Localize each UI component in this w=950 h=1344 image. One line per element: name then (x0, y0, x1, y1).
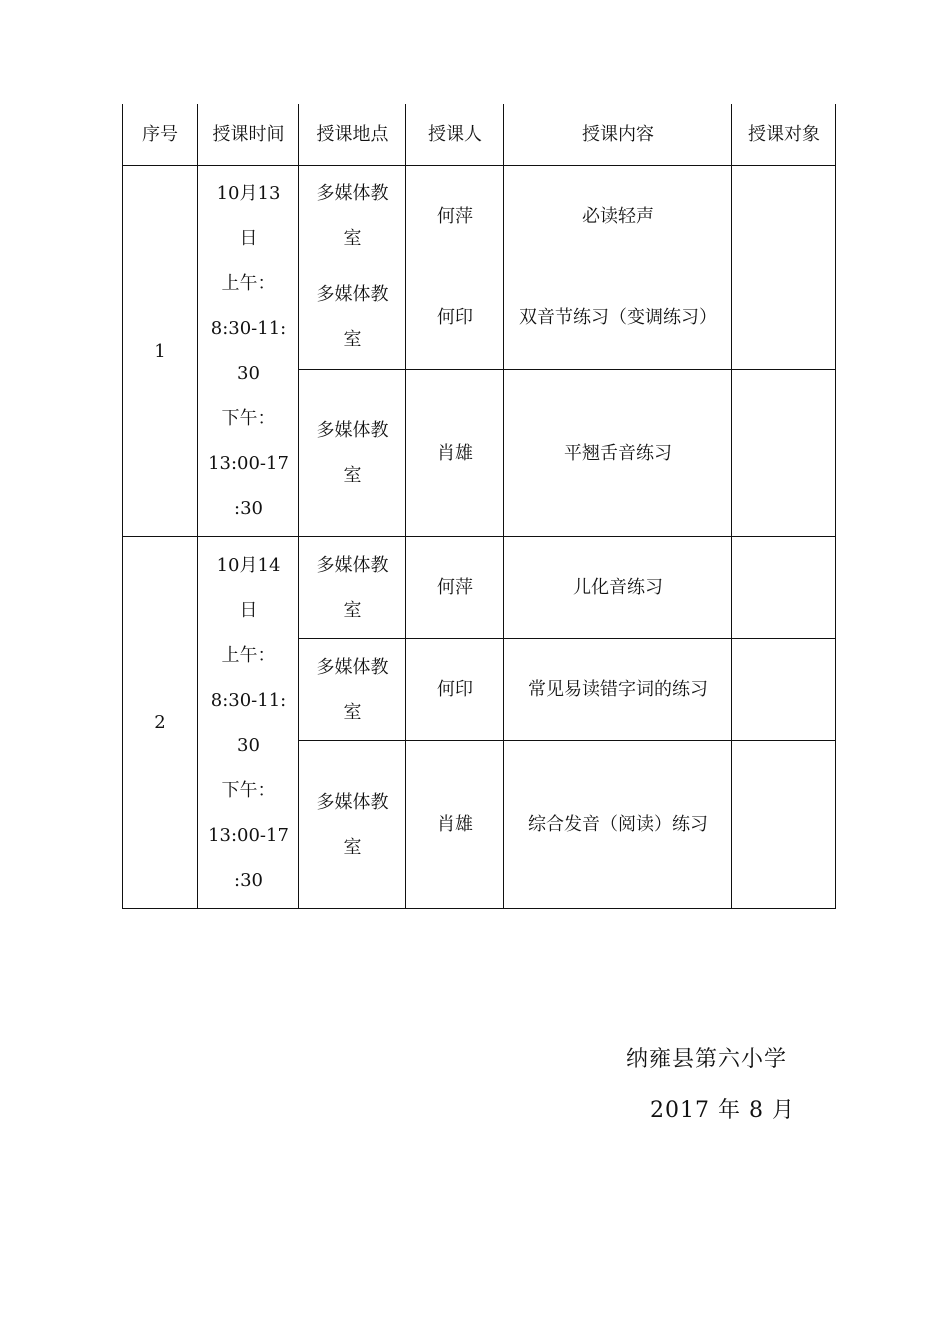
content-cell: 平翘舌音练习 (564, 442, 672, 464)
time-line: 下午： (221, 408, 276, 429)
place-line: 多媒体教 (316, 420, 389, 441)
target-cell (732, 370, 836, 536)
schedule-table (122, 104, 836, 909)
time-line: 30 (237, 734, 260, 756)
place-line: 室 (343, 701, 362, 723)
time-line: 30 (237, 363, 260, 384)
place-line: 室 (343, 836, 362, 858)
time-line: 8:30-11: (210, 689, 287, 711)
place-line: 室 (343, 228, 362, 249)
place-line: 多媒体教 (316, 656, 389, 678)
target-cell (732, 639, 836, 740)
time-line: 上午： (221, 644, 276, 666)
content-cell: 必读轻声 (582, 205, 654, 227)
content-cell: 双音节练习（变调练习） (519, 306, 717, 328)
teacher-cell: 肖雄 (437, 814, 473, 835)
header-target: 授课对象 (748, 124, 820, 145)
group-2-time (198, 537, 299, 908)
teacher-cell: 何萍 (437, 577, 473, 598)
group-2-index: 2 (154, 712, 166, 733)
place-cell (299, 537, 406, 638)
time-line: 下午： (221, 779, 276, 801)
place-cell (299, 370, 406, 536)
place-cell (299, 639, 406, 740)
issue-date: 2017 年 8 月 (650, 1098, 795, 1123)
teacher-cell: 何印 (437, 306, 473, 328)
teacher-cell: 何萍 (437, 205, 473, 227)
place-line: 多媒体教 (316, 791, 389, 813)
header-time: 授课时间 (212, 124, 285, 145)
teacher-cell: 何印 (437, 679, 473, 700)
teacher-cell: 肖雄 (437, 442, 473, 464)
target-cell (732, 537, 836, 638)
school-name: 纳雍县第六小学 (626, 1047, 788, 1072)
time-line: 上午： (221, 273, 276, 294)
time-line: 10月13 (216, 183, 281, 204)
target-cell (732, 170, 836, 262)
content-cell: 儿化音练习 (573, 577, 663, 598)
group-1-time (198, 166, 299, 536)
target-cell (732, 271, 836, 363)
place-line: 多媒体教 (316, 183, 389, 204)
content-cell: 综合发音（阅读）练习 (528, 814, 708, 835)
place-line: 室 (343, 465, 362, 486)
time-line: 10月14 (216, 554, 281, 576)
content-cell: 常见易读错字词的练习 (528, 679, 708, 700)
time-line: 13:00-17 (208, 453, 289, 474)
place-cell (299, 170, 406, 262)
target-cell (732, 741, 836, 908)
place-cell (299, 741, 406, 908)
header-place: 授课地点 (316, 124, 389, 145)
time-line: :30 (234, 498, 263, 519)
time-line: 8:30-11: (210, 318, 287, 339)
header-content: 授课内容 (582, 124, 654, 145)
place-line: 室 (343, 329, 362, 350)
header-index: 序号 (142, 124, 178, 145)
time-line: 日 (239, 599, 258, 621)
table-rule (122, 908, 836, 909)
time-line: :30 (234, 869, 263, 891)
group-1-index: 1 (154, 340, 166, 362)
place-cell (299, 271, 406, 363)
place-line: 多媒体教 (316, 284, 389, 305)
place-line: 室 (343, 599, 362, 621)
header-teacher: 授课人 (428, 124, 482, 145)
time-line: 13:00-17 (208, 824, 289, 846)
time-line: 日 (239, 228, 258, 249)
place-line: 多媒体教 (316, 554, 389, 576)
